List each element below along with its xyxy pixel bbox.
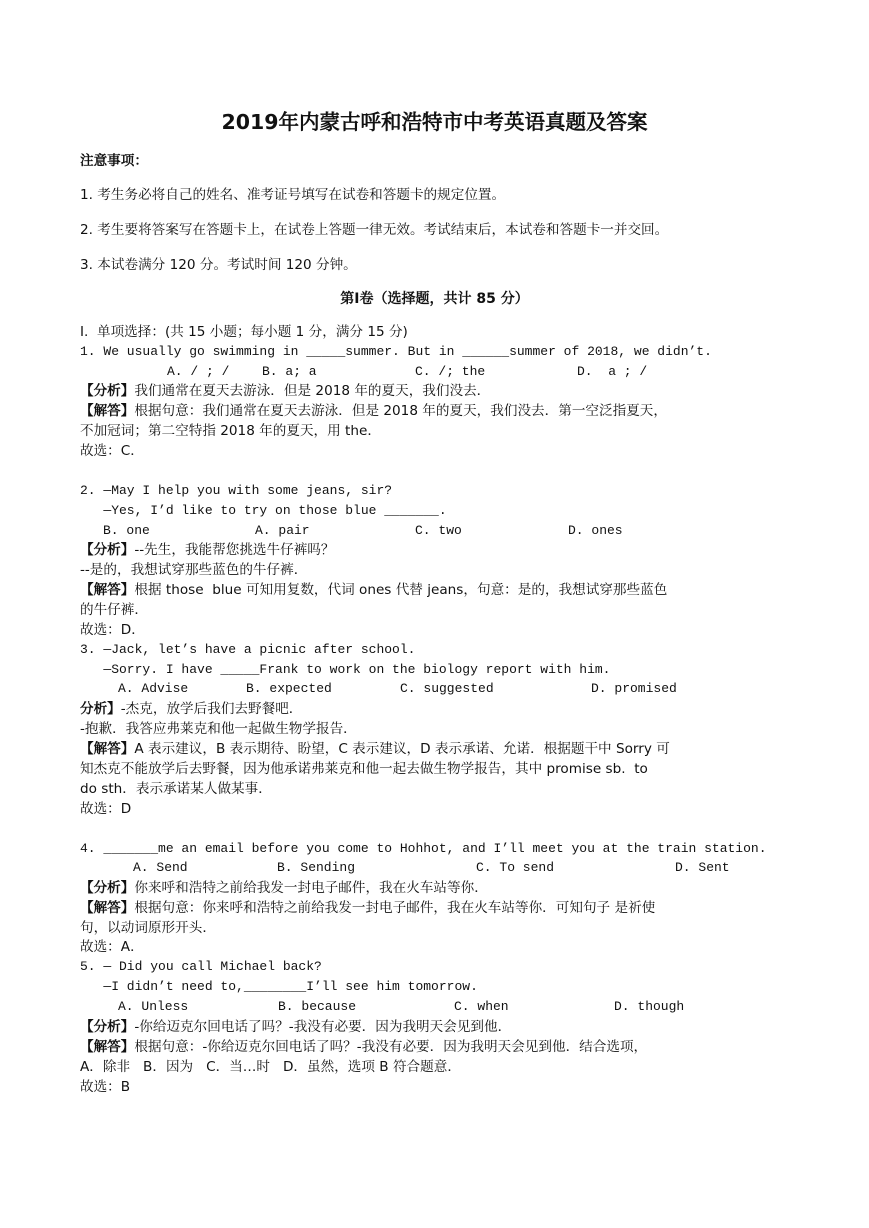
option: B. one: [103, 523, 150, 538]
answer-line: [80, 581, 667, 599]
option: C. two: [415, 523, 462, 538]
answer-choice: 故选：B: [80, 1079, 131, 1095]
option: B. expected: [246, 681, 332, 696]
section-title: 第Ⅰ卷（选择题，共计 85 分）: [340, 291, 529, 307]
analysis-text: -杰克，放学后我们去野餐吧．: [120, 701, 303, 717]
answer-line: [80, 402, 667, 420]
answer-line: [80, 899, 655, 917]
notice-item: 3. 本试卷满分 120 分。考试时间 120 分钟。: [80, 257, 357, 273]
answer-text: do sth．表示承诺某人做某事．: [80, 781, 272, 797]
analysis-line: [80, 541, 335, 559]
option: D. Sent: [675, 860, 730, 875]
answer-text: A 表示建议，B 表示期待、盼望，C 表示建议，D 表示承诺、允诺．根据题干中 Sorry 可: [134, 741, 670, 757]
analysis-text: --先生，我能帮您挑选牛仔裤吗？: [134, 542, 335, 558]
answer-text: 句，以动词原形开头．: [80, 920, 216, 936]
option: C. /; the: [415, 364, 486, 379]
option: B. a; a: [262, 364, 317, 379]
analysis-line: [80, 879, 488, 897]
analysis-label: 【分析】: [80, 880, 135, 896]
answer-label: 【解答】: [80, 582, 135, 598]
answer-choice: 故选：D: [80, 801, 132, 817]
option: D. though: [614, 999, 685, 1014]
analysis-text: 我们通常在夏天去游泳．但是 2018 年的夏天，我们没去．: [134, 383, 491, 399]
option: D. promised: [591, 681, 677, 696]
analysis-text: --是的，我想试穿那些蓝色的牛仔裤．: [80, 562, 308, 578]
document-title: 2019年内蒙古呼和浩特市中考英语真题及答案: [221, 110, 648, 134]
question-stem: 4. _______me an email before you come to Hohhot, and I’ll meet you at the train station.: [80, 841, 767, 856]
analysis-label: 【分析】: [80, 1019, 135, 1035]
analysis-line: [80, 700, 302, 718]
option: A. Unless: [118, 999, 189, 1014]
answer-choice: 故选：D．: [80, 622, 145, 638]
option: D. ones: [568, 523, 623, 538]
answer-text: 知杰克不能放学后去野餐，因为他承诺弗莱克和他一起去做生物学报告，其中 promise sb. to: [80, 761, 648, 777]
analysis-label: 分析】: [80, 701, 121, 717]
question-stem: 1. We usually go swimming in _____summer. But in ______summer of 2018, we didn’t.: [80, 344, 712, 359]
answer-text: 根据 those blue 可知用复数，代词 ones 代替 jeans，句意：是的，我想试穿那些蓝色: [134, 582, 668, 598]
answer-text: 根据句意：我们通常在夏天去游泳．但是 2018 年的夏天，我们没去．第一空泛指夏天，: [134, 403, 667, 419]
notice-item: 1. 考生务必将自己的姓名、准考证号填写在试卷和答题卡的规定位置。: [80, 187, 506, 203]
option: A. / ; /: [167, 364, 230, 379]
question-stem: 5. — Did you call Michael back?: [80, 959, 322, 974]
option: C. suggested: [400, 681, 494, 696]
option: A. pair: [255, 523, 310, 538]
option: D. a ; /: [577, 364, 648, 379]
question-stem: —Sorry. I have _____Frank to work on the biology report with him.: [80, 662, 611, 677]
answer-line: [80, 1038, 647, 1056]
option: C. To send: [476, 860, 555, 875]
answer-text: A．除非 B．因为 C．当…时 D．虽然，选项 B 符合题意．: [80, 1059, 461, 1075]
notice-item: 2. 考生要将答案写在答题卡上，在试卷上答题一律无效。考试结束后，本试卷和答题卡一并交回。: [80, 222, 669, 238]
answer-text: 根据句意：-你给迈克尔回电话了吗？-我没有必要．因为我明天会见到他．结合选项，: [134, 1039, 648, 1055]
option: B. because: [278, 999, 357, 1014]
analysis-text: 你来呼和浩特之前给我发一封电子邮件，我在火车站等你．: [134, 880, 488, 896]
part-title: I. 单项选择：(共 15 小题；每小题 1 分，满分 15 分): [80, 324, 408, 340]
answer-label: 【解答】: [80, 741, 135, 757]
question-stem: —Yes, I’d like to try on those blue _______.: [80, 503, 447, 518]
option: C. when: [454, 999, 509, 1014]
option: A. Send: [133, 860, 188, 875]
option: B. Sending: [277, 860, 356, 875]
analysis-label: 【分析】: [80, 383, 135, 399]
answer-choice: 故选：A．: [80, 939, 144, 955]
answer-label: 【解答】: [80, 403, 135, 419]
option: A. Advise: [118, 681, 189, 696]
analysis-line: [80, 1018, 511, 1036]
answer-label: 【解答】: [80, 900, 135, 916]
analysis-line: [80, 382, 490, 400]
notice-heading: 注意事项：: [80, 153, 148, 169]
analysis-text: -你给迈克尔回电话了吗？-我没有必要．因为我明天会见到他．: [134, 1019, 512, 1035]
question-stem: —I didn’t need to,________I’ll see him tomorrow.: [80, 979, 478, 994]
question-stem: 3. —Jack, let’s have a picnic after school.: [80, 642, 416, 657]
answer-line: [80, 740, 670, 758]
answer-text: 根据句意：你来呼和浩特之前给我发一封电子邮件，我在火车站等你．可知句子 是祈使: [134, 900, 656, 916]
analysis-text: -抱歉．我答应弗莱克和他一起做生物学报告．: [80, 721, 357, 737]
analysis-label: 【分析】: [80, 542, 135, 558]
question-stem: 2. —May I help you with some jeans, sir?: [80, 483, 393, 498]
answer-text: 不加冠词；第二空特指 2018 年的夏天，用 the．: [80, 423, 381, 439]
answer-text: 的牛仔裤．: [80, 602, 148, 618]
answer-choice: 故选：C．: [80, 443, 144, 459]
answer-label: 【解答】: [80, 1039, 135, 1055]
